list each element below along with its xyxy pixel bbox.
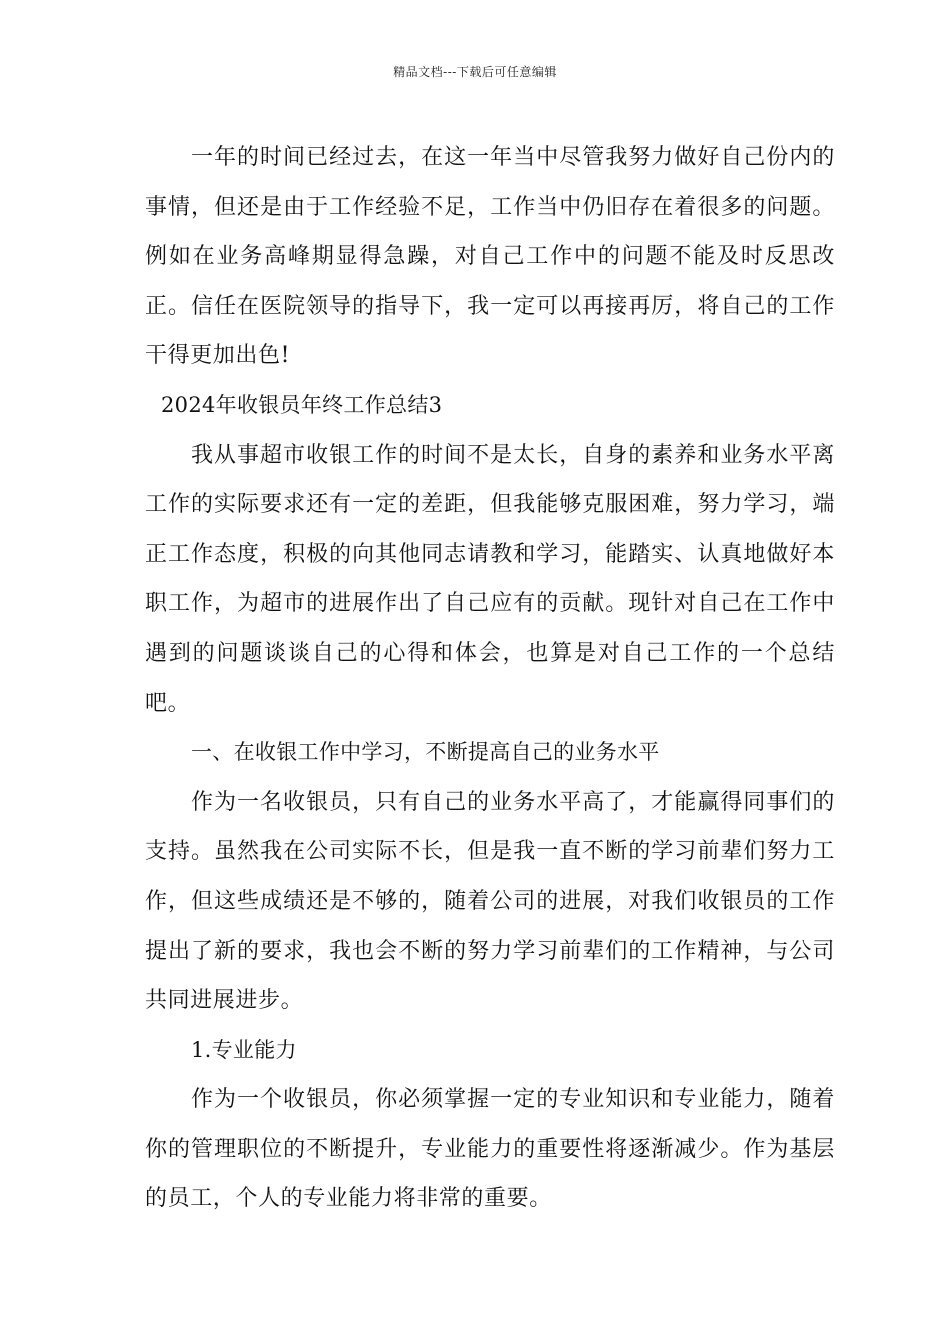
paragraph: 作为一名收银员，只有自己的业务水平高了，才能赢得同事们的支持。虽然我在公司实际不长，但是我一直不断的学习前辈们努力工作，但这些成绩还是不够的，随着公司的进展，对我们收银员的工作提出了新的要求，我也会不断的努力学习前辈们的工作精神，与公司共同进展进步。 bbox=[145, 789, 835, 1014]
document-body bbox=[145, 133, 835, 1224]
section-heading: 一、在收银工作中学习，不断提高自己的业务水平 bbox=[191, 740, 660, 765]
paragraph: 一年的时间已经过去，在这一年当中尽管我努力做好自己份内的事情，但还是由于工作经验不足，工作当中仍旧存在着很多的问题。例如在业务高峰期显得急躁，对自己工作中的问题不能及时反思改正。信任在医院领导的指导下，我一定可以再接再厉，将自己的工作干得更加出色! bbox=[145, 145, 835, 369]
subsection-heading: 1.专业能力 bbox=[191, 1037, 297, 1062]
document-title: 2024年收银员年终工作总结3 bbox=[161, 392, 443, 417]
page-header: 精品文档---下载后可任意编辑 bbox=[393, 65, 557, 79]
paragraph: 我从事超市收银工作的时间不是太长，自身的素养和业务水平离工作的实际要求还有一定的差距，但我能够克服困难，努力学习，端正工作态度，积极的向其他同志请教和学习，能踏实、认真地做好本职工作，为超市的进展作出了自己应有的贡献。现针对自己在工作中遇到的问题谈谈自己的心得和体会，也算是对自己工作的一个总结吧。 bbox=[145, 442, 835, 716]
paragraph: 作为一个收银员，你必须掌握一定的专业知识和专业能力，随着你的管理职位的不断提升，专业能力的重要性将逐渐减少。作为基层的员工，个人的专业能力将非常的重要。 bbox=[145, 1087, 835, 1212]
